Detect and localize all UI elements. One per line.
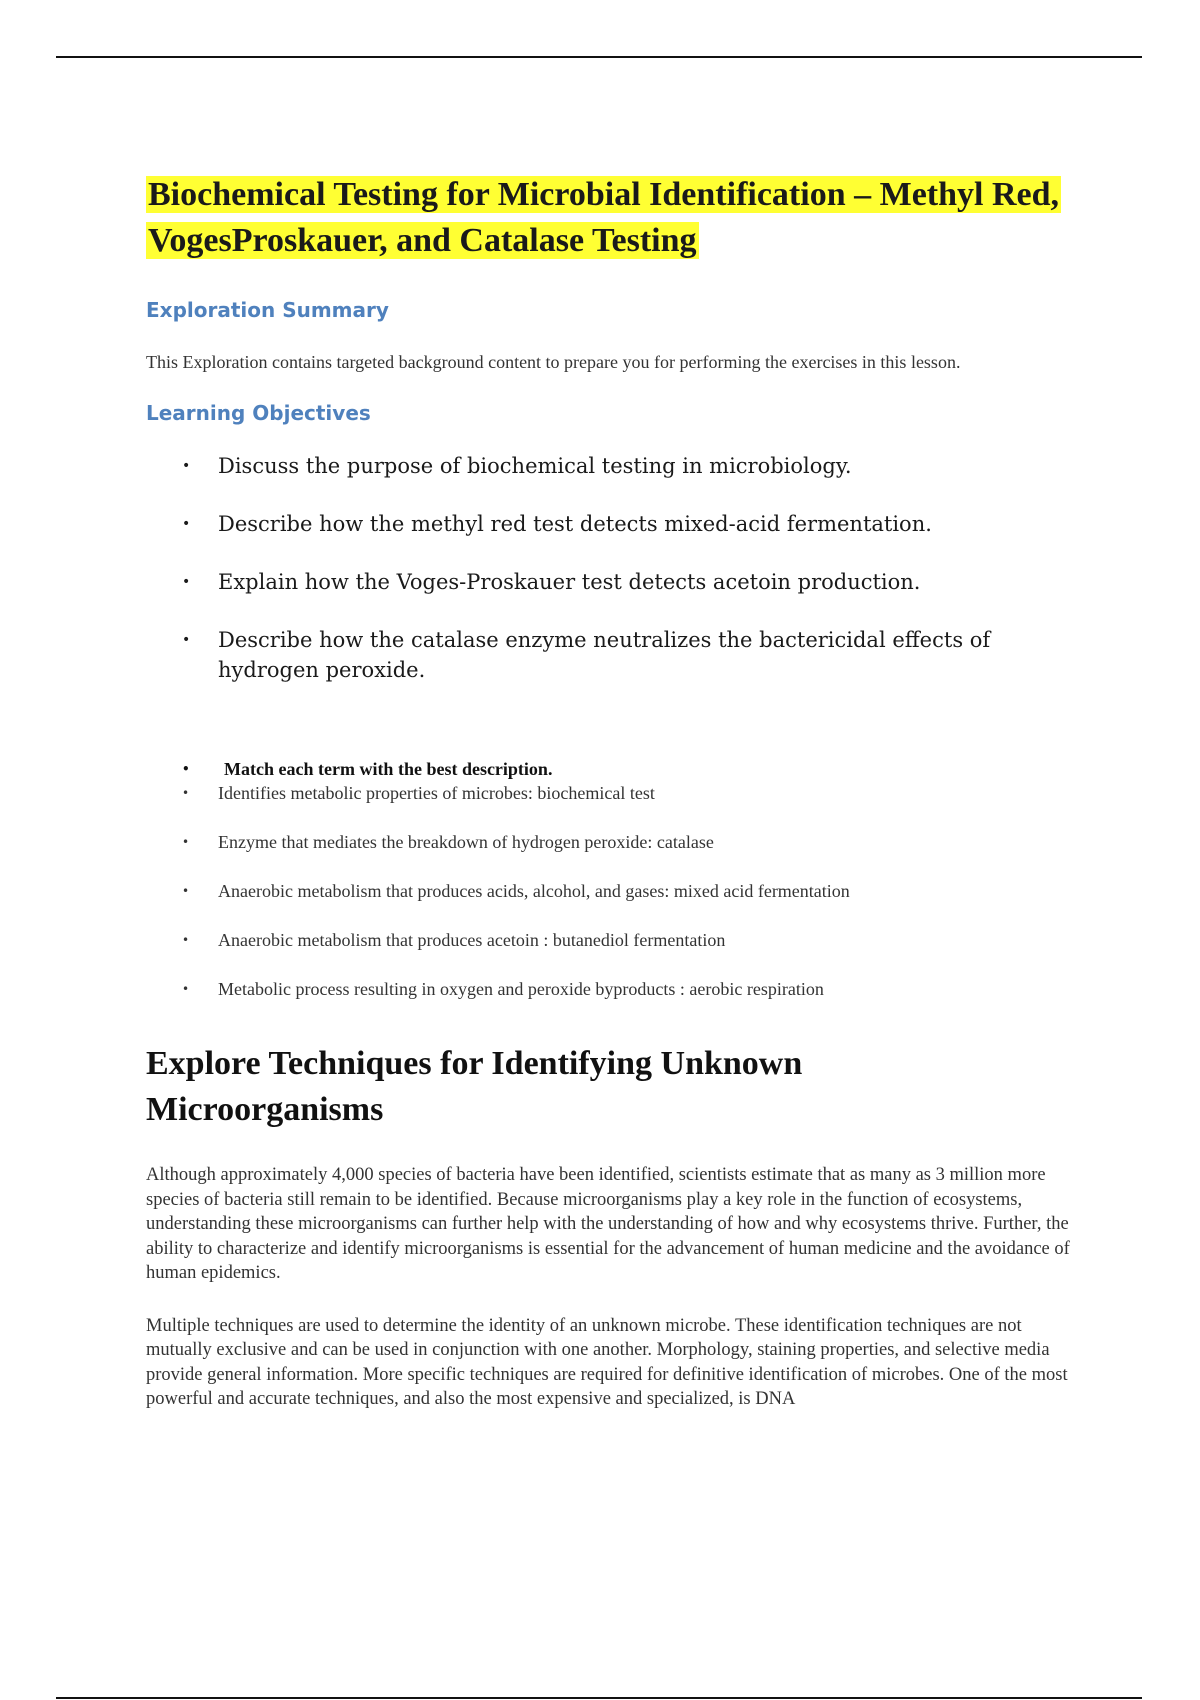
exploration-summary-text: This Exploration contains targeted background content to prepare you for performing the exercises in this lesson.: [146, 352, 961, 372]
bullet-icon: •: [182, 982, 190, 996]
matching-prompt-text: Match each term with the best description.: [224, 759, 553, 779]
bullet-icon: •: [182, 762, 190, 776]
bullet-icon: •: [182, 786, 190, 800]
matching-item-text: Anaerobic metabolism that produces acids, alcohol, and gases: mixed acid fermentation: [218, 881, 850, 901]
objective-item: [146, 451, 1018, 481]
matching-item: [146, 781, 1086, 805]
matching-list: [146, 757, 1086, 1001]
exploration-summary-heading: Exploration Summary: [146, 298, 389, 322]
matching-item-text: Anaerobic metabolism that produces acetoin : butanediol fermentation: [218, 930, 726, 950]
matching-item: [146, 830, 1086, 854]
explore-paragraph: Multiple techniques are used to determine the identity of an unknown microbe. These identification techniques are not mutually exclusive and can be used in conjunction with one another. Morphology, staining properties, and selective media provide general information. More specific techniques are required for definitive identification of microbes. One of the most powerful and accurate techniques, and also the most expensive and specialized, is DNA: [146, 1315, 1068, 1409]
bottom-rule: [56, 1697, 1142, 1699]
explore-heading: Explore Techniques for Identifying Unknown Microorganisms: [146, 1045, 803, 1128]
bullet-icon: •: [182, 516, 191, 532]
matching-item: [146, 928, 1086, 952]
bullet-icon: •: [182, 632, 191, 648]
learning-objectives-heading: Learning Objectives: [146, 401, 371, 425]
explore-paragraph: Although approximately 4,000 species of bacteria have been identified, scientists estimate that as many as 3 million more species of bacteria still remain to be identified. Because microorganisms play a key role in the function of ecosystems, understanding these microorganisms can further help with the understanding of how and why ecosystems thrive. Further, the ability to characterize and identify microorganisms is essential for the advancement of human medicine and the avoidance of human epidemics.: [146, 1165, 1070, 1283]
objective-text: Describe how the methyl red test detects mixed-acid fermentation.: [218, 512, 932, 536]
top-rule: [56, 56, 1142, 58]
objective-item: [146, 567, 1018, 597]
bullet-icon: •: [182, 835, 190, 849]
objective-text: Discuss the purpose of biochemical testing in microbiology.: [218, 454, 852, 478]
matching-prompt: [146, 757, 1086, 781]
objective-text: Describe how the catalase enzyme neutralizes the bactericidal effects of hydrogen peroxide.: [218, 628, 991, 682]
matching-item: [146, 879, 1086, 903]
learning-objectives-list: [146, 451, 1086, 685]
matching-item-text: Identifies metabolic properties of microbes: biochemical test: [218, 783, 655, 803]
bullet-icon: •: [182, 884, 190, 898]
matching-item-text: Metabolic process resulting in oxygen and peroxide byproducts : aerobic respiration: [218, 979, 824, 999]
matching-item-text: Enzyme that mediates the breakdown of hydrogen peroxide: catalase: [218, 832, 714, 852]
bullet-icon: •: [182, 933, 190, 947]
objective-item: [146, 625, 1018, 685]
document-title: [146, 172, 1086, 264]
matching-item: [146, 977, 1086, 1001]
bullet-icon: •: [182, 458, 191, 474]
bullet-icon: •: [182, 574, 191, 590]
objective-text: Explain how the Voges-Proskauer test detects acetoin production.: [218, 570, 921, 594]
document-body: [146, 172, 1086, 1412]
objective-item: [146, 509, 1018, 539]
title-highlight: Biochemical Testing for Microbial Identification – Methyl Red, VogesProskauer, and Catalase Testing: [148, 176, 1060, 259]
